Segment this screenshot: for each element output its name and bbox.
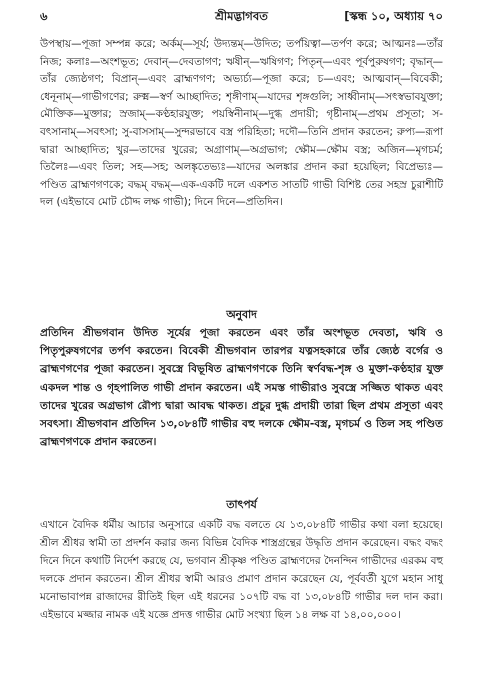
translation-section xyxy=(40,324,443,451)
synonyms-text: উপস্থায়—পূজা সম্পন্ন করে; অর্কম্—সূর্য; উদ্যন্তম্—উদিত; তর্পয়িত্বা—তর্পণ করে; আত্মনঃ—তাঁর নিজ; কলাঃ—অংশভূত; দেবান্—দেবতাগণ; ঋষীন্—ঋষিগণ; পিতৃন্—এবং পূর্বপুরুষগণ; বৃদ্ধান্—তাঁর জ্যেষ্ঠগণ; বিপ্রান্—এবং ব্রাহ্মণগণ; অভ্যর্চ্য—পূজা করে; চ—এবং; আত্মবান্—বিবেকী; ধেনূনাম্—গাভীগণের; রুক্ম—স্বর্ণ আচ্ছাদিত; শৃঙ্গীণাম্—যাদের শৃঙ্গগুলি; সাধ্বীনাম্—সৎস্বভাবযুক্তা; মৌক্তিক—মুক্তার; স্রজাম্—কণ্ঠহারযুক্ত; পয়স্বিনীনাম্—দুগ্ধ প্রদায়ী; গৃষ্টীনাম্—প্রথম প্রসূতা; স-বৎসানাম্—সবৎসা; সু-বাসসাম্—সুন্দরভাবে বস্ত্র পরিহিতা; দদৌ—তিনি প্রদান করতেন; রুপ্য—রূপা দ্বারা আচ্ছাদিত; খুর—তাদের খুরের; অগ্রাণাম্—অগ্রভাগ; ক্ষৌম—ক্ষৌম বস্ত্র; অজিন—মৃগচর্ম; তিলৈঃ—এবং তিল; সহ—সহ; অলঙ্কৃতেভ্যঃ—যাদের অলঙ্কার প্রদান করা হয়েছিল; বিপ্রেভ্যঃ—পণ্ডিত ব্রাহ্মণগণকে; বদ্ধম্ বদ্ধম্—এক-একটি দলে একশত সাতটি গাভী বিশিষ্ট তের সহস্র চুরাশীটি দল (এইভাবে মোট চৌদ্দ লক্ষ গাভী); দিনে দিনে—প্রতিদিন। xyxy=(40,38,443,209)
page-number: ৬ xyxy=(40,9,48,23)
purport-text: এখানে বৈদিক ধর্মীয় আচার অনুসারে একটি বদ্ধ বলতে যে ১৩,০৮৪টি গাভীর কথা বলা হয়েছে। শ্রীল শ্রীধর স্বামী তা প্রদর্শন করার জন্য বিভিন্ন বৈদিক শাস্ত্রগ্রন্থের উদ্ধৃতি প্রদান করেছেন। বদ্ধং বদ্ধং দিনে দিনে কথাটি নির্দেশ করছে যে, ভগবান শ্রীকৃষ্ণ পণ্ডিত ব্রাহ্মণদের দৈনন্দিন গাভীদের এরকম বহু দলকে প্রদান করতেন। শ্রীল শ্রীধর স্বামী আরও প্রমাণ প্রদান করেছেন যে, পূর্ববর্তী যুগে মহান সাধু মনোভাবাপন্ন রাজাদের রীতিই ছিল এই ধরনের ১০৭টি বদ্ধ বা ১৩,০৮৪টি গাভীর দল দান করা। এইভাবে মজ্জার নামক এই যজ্ঞে প্রদত্ত গাভীর মোট সংখ্যা ছিল ১৪ লক্ষ বা ১৪,০০,০০০। xyxy=(40,519,443,621)
purport-section xyxy=(40,516,443,624)
page-header xyxy=(40,8,443,28)
translation-heading: অনুবাদ xyxy=(226,308,257,321)
book-title: শ্রীমদ্ভাগবত xyxy=(215,9,268,23)
translation-text: প্রতিদিন শ্রীভগবান উদিত সূর্যের পূজা করতেন এবং তাঁর অংশভূত দেবতা, ঋষি ও পিতৃপুরুষগণের তর্পণ করতেন। বিবেকী শ্রীভগবান তারপর যত্নসহকারে তাঁর জ্যেষ্ঠ বর্গের ও ব্রাহ্মণগণের পূজা করতেন। সুবস্ত্রে বিভূষিত ব্রাহ্মণগণকে তিনি স্বর্ণবদ্ধ-শৃঙ্গ ও মুক্তা-কণ্ঠহার যুক্ত একদল শান্ত ও গৃহপালিত গাভী প্রদান করতেন। এই সমস্ত গাভীরাও সুবস্ত্রে সজ্জিত থাকত এবং তাদের খুরের অগ্রভাগ রৌপ্য দ্বারা আবদ্ধ থাকত। প্রচুর দুগ্ধ প্রদায়ী তারা ছিল প্রথম প্রসূতা এবং সবৎসা। শ্রীভগবান প্রতিদিন ১৩,০৮৪টি গাভীর বহু দলকে ক্ষৌম-বস্ত্র, মৃগচর্ম ও তিল সহ পণ্ডিত ব্রাহ্মণগণকে প্রদান করতেন। xyxy=(40,327,443,449)
purport-heading: তাৎপর্য xyxy=(226,498,257,511)
chapter-reference: [স্কন্ধ ১০, অধ্যায় ৭০ xyxy=(344,9,443,23)
synonyms-section xyxy=(40,36,443,212)
